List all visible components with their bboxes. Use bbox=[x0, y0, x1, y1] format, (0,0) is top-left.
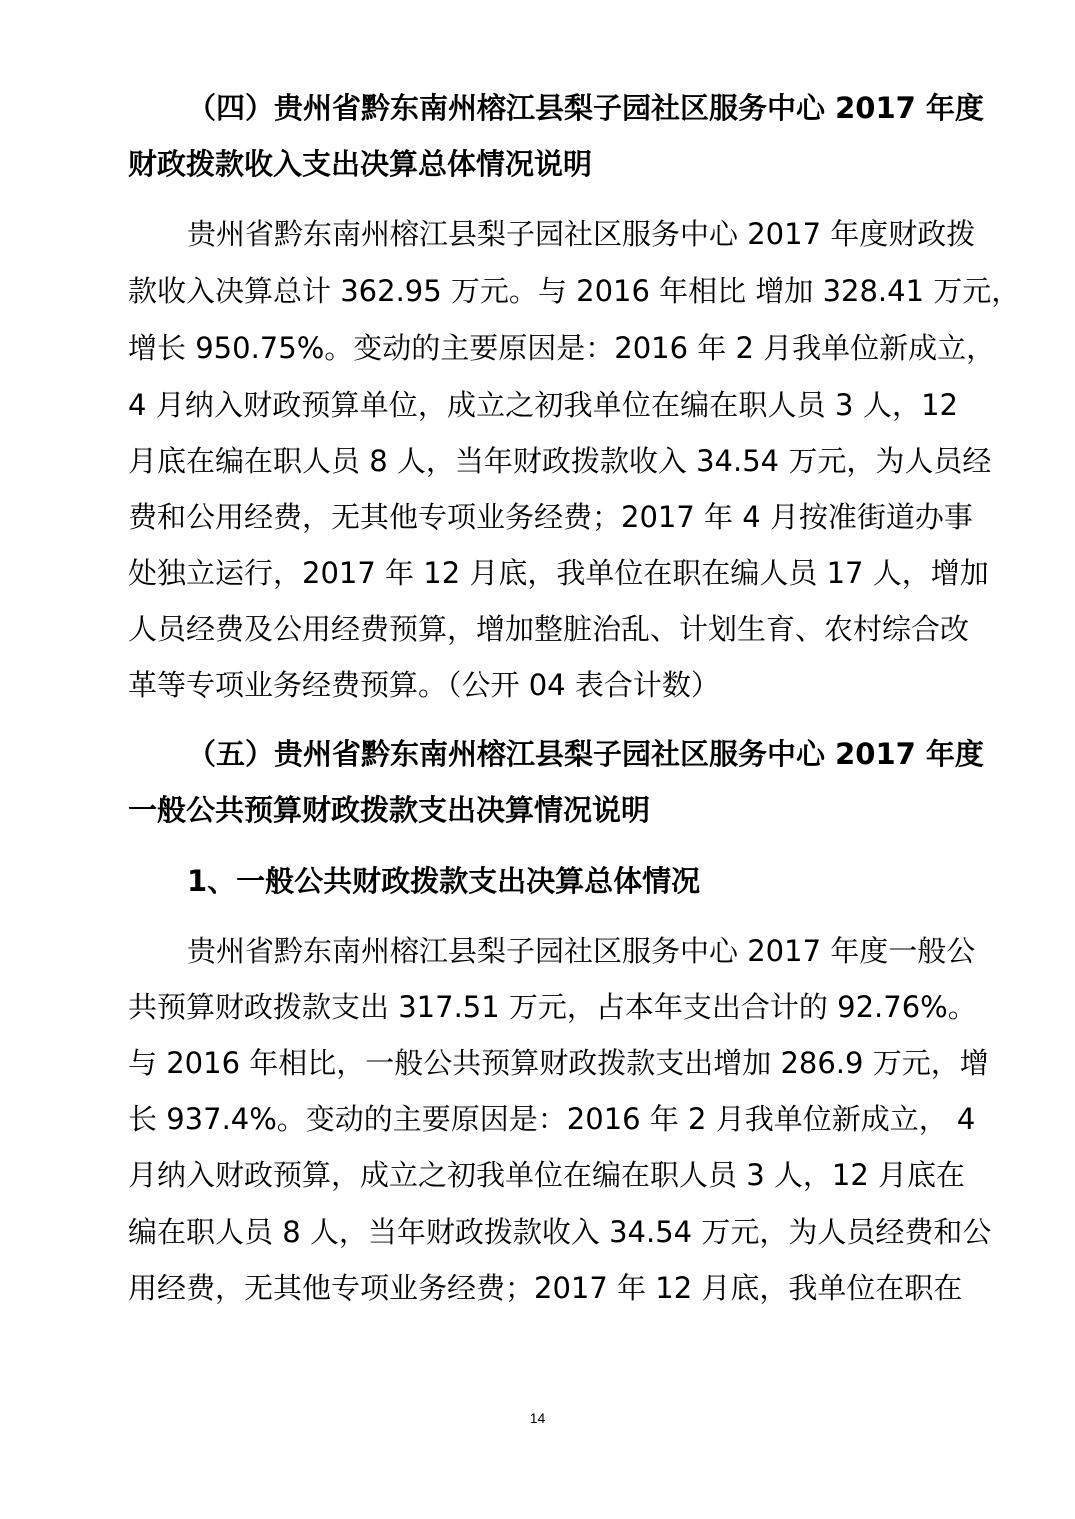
section5-heading-line1: （五）贵州省黔东南州榕江县梨子园社区服务中心 2017 年度 bbox=[187, 737, 984, 771]
section5-paragraph-line2: 共预算财政拨款支出 317.51 万元，占本年支出合计的 92.76%。 bbox=[128, 990, 977, 1024]
section4-paragraph-line3: 增长 950.75%。变动的主要原因是：2016 年 2 月我单位新成立， bbox=[128, 331, 996, 365]
section5-paragraph-line6: 编在职人员 8 人，当年财政拨款收入 34.54 万元，为人员经费和公 bbox=[128, 1215, 992, 1249]
page-number: 14 bbox=[529, 1410, 546, 1426]
section4-paragraph-line4: 4 月纳入财政预算单位，成立之初我单位在编在职人员 3 人，12 bbox=[128, 388, 958, 422]
section4-paragraph-line1: 贵州省黔东南州榕江县梨子园社区服务中心 2017 年度财政拨 bbox=[187, 217, 976, 251]
section5-paragraph-line3: 与 2016 年相比，一般公共预算财政拨款支出增加 286.9 万元，增 bbox=[128, 1046, 989, 1080]
section4-paragraph-line2: 款收入决算总计 362.95 万元。与 2016 年相比 增加 328.41 万元， bbox=[128, 274, 1021, 308]
section5-paragraph-line7: 用经费，无其他专项业务经费；2017 年 12 月底，我单位在职在 bbox=[128, 1271, 963, 1305]
section5-heading-line2: 一般公共预算财政拨款支出决算情况说明 bbox=[128, 793, 651, 827]
section5-paragraph-line5: 月纳入财政预算，成立之初我单位在编在职人员 3 人，12 月底在 bbox=[128, 1158, 966, 1192]
section4-paragraph-line6: 费和公用经费，无其他专项业务经费；2017 年 4 月按准街道办事 bbox=[128, 500, 973, 534]
section4-paragraph-line5: 月底在编在职人员 8 人，当年财政拨款收入 34.54 万元，为人员经 bbox=[128, 444, 992, 478]
section4-paragraph-line9: 革等专项业务经费预算。（公开 04 表合计数） bbox=[128, 668, 720, 702]
section5-paragraph-line4: 长 937.4%。变动的主要原因是：2016 年 2 月我单位新成立， 4 bbox=[128, 1102, 976, 1136]
section4-paragraph-line8: 人员经费及公用经费预算，增加整脏治乱、计划生育、农村综合改 bbox=[128, 612, 970, 646]
section4-heading-line1: （四）贵州省黔东南州榕江县梨子园社区服务中心 2017 年度 bbox=[187, 91, 984, 125]
section5-paragraph-line1: 贵州省黔东南州榕江县梨子园社区服务中心 2017 年度一般公 bbox=[187, 934, 976, 968]
section4-paragraph-line7: 处独立运行，2017 年 12 月底，我单位在职在编人员 17 人，增加 bbox=[128, 556, 989, 590]
section5-subheading: 1、一般公共财政拨款支出决算总体情况 bbox=[187, 864, 701, 898]
section4-heading-line2: 财政拨款收入支出决算总体情况说明 bbox=[128, 147, 593, 181]
